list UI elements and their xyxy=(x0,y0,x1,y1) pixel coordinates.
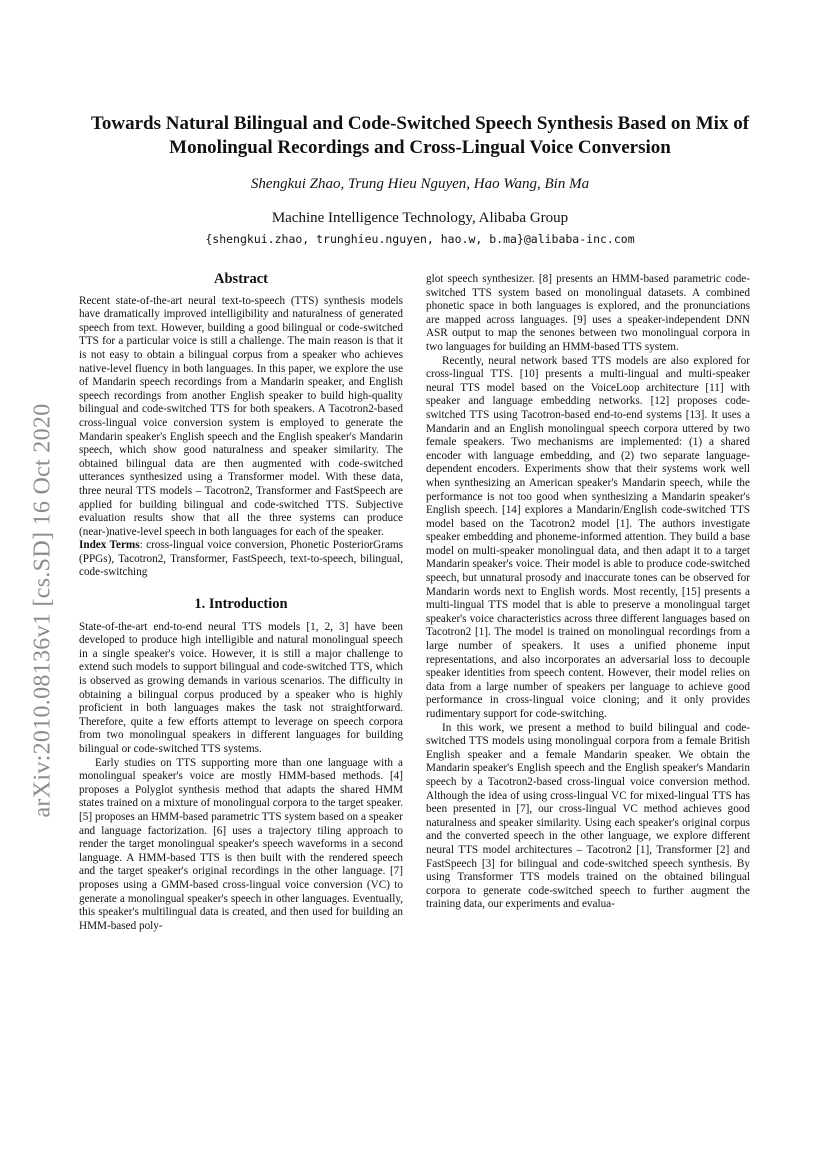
intro-paragraph-4: In this work, we present a method to build bilingual and code-switched TTS models using monolingual corpora from a female British English speaker and a female Mandarin speaker. We obtain the Mandarin speaker's English speech and the English speaker's Mandarin speech by a Tacotron2-based cross-lingual voice conversion method. Although the idea of using cross-lingual VC for mixed-lingual TTS has been presented in [7], our cross-lingual VC method achieves good naturalness and speaker similarity. Using each speaker's original corpus and the converted speech in the other language, we explore different neural TTS model architectures – Tacotron2 [1], Transformer [2] and FastSpeech [3] for bilingual and code-switched speech synthesis. By using Transformer TTS models trained on the obtained bilingual corpora to generate code-switched speech to further augment the training data, our experiments and evalua- xyxy=(426,721,750,911)
index-terms-text: : cross-lingual voice conversion, Phonetic PosteriorGrams (PPGs), Tacotron2, Transformer, FastSpeech, text-to-speech, bilingual, code-switching xyxy=(79,539,403,579)
arxiv-stamp xyxy=(23,360,63,860)
index-terms-label: Index Terms xyxy=(79,539,140,552)
author-emails: {shengkui.zhao, trunghieu.nguyen, hao.w, b.ma}@alibaba-inc.com xyxy=(205,232,635,246)
affiliation: Machine Intelligence Technology, Alibaba Group xyxy=(271,210,569,226)
abstract-text: Recent state-of-the-art neural text-to-speech (TTS) synthesis models have dramatically improved intelligibility and naturalness of generated speech from text. However, building a good bilingual or code-switched TTS for a particular voice is still a challenge. The main reason is that it is not easy to obtain a bilingual corpus from a speaker who achieves native-level fluency in both languages. In this paper, we explore the use of Mandarin speech recordings from a Mandarin speaker, and English speech recordings from another English speaker to build high-quality bilingual and code-switched TTS for both speakers. A Tacotron2-based cross-lingual voice conversion system is employed to generate the Mandarin speaker's English speech and the English speaker's Mandarin speech, which show good naturalness and speaker similarity. The obtained bilingual data are then augmented with code-switched utterances synthesized using a Transformer model. With these data, three neural TTS models – Tacotron2, Transformer and FastSpeech are applied for building bilingual and code-switched TTS. Subjective evaluation results show that all the three systems can produce (near-)native-level speech in both languages for each of the speaker. xyxy=(79,294,403,538)
abstract-heading: Abstract xyxy=(214,271,268,287)
intro-paragraph-3: Recently, neural network based TTS models are also explored for cross-lingual TTS. [10] presents a multi-lingual and multi-speaker neural TTS model based on the VoiceLoop architecture [11] with speaker and language embedding networks. [12] proposes code-switched TTS using Tacotron-based end-to-end systems [13]. It uses a Mandarin and an English monolingual speech corpora uttered by two female speakers. Two mechanisms are implemented: (1) a shared encoder with language embedding, and (2) two separate language-dependent encoders. Experiments show that their systems work well when synthesizing an American speaker's Mandarin speech, while the performance is not too good when synthesizing a Mandarin speaker's English speech. [14] explores a Mandarin/English code-switched TTS model based on the Tacotron2 model [1]. The authors investigate speaker embedding and phoneme-informed attention. They build a base model on multi-speaker monolingual data, and then adapt it to a target Mandarin speaker's voice. Their model is able to produce code-switched speech, but unnatural prosody and inaccurate tones can be observed for Mandarin words next to English words. Most recently, [15] presents a multi-lingual TTS model that is able to preserve a monolingual target speaker's voice characteristics across three different languages based on Tacotron2 [1]. The model is trained on monolingual recordings from a large number of speakers. It uses a unified phoneme input representations, and also incorporates an adversarial loss to decouple speaker identities from speech content. However, their model relies on data from a large number of speakers per language to achieve good performance in cross-lingual voice cloning; and it only provides rudimentary support for code-switching. xyxy=(426,354,750,720)
paper-title: Towards Natural Bilingual and Code-Switched Speech Synthesis Based on Mix of Monolingual Recordings and Cross-Lingual Voice Conversion xyxy=(90,113,750,158)
intro-paragraph-2-continued: glot speech synthesizer. [8] presents an HMM-based parametric code-switched TTS system based on monolingual datasets. A combined phonetic space in both languages is explored, and the pronunciations are mapped across languages. [9] uses a speaker-independent DNN ASR output to map the senones between two monolingual corpora in two languages for building an HMM-based TTS system. xyxy=(426,273,750,353)
arxiv-stamp-text: arXiv:2010.08136v1 [cs.SD] 16 Oct 2020 xyxy=(29,402,56,818)
right-column xyxy=(426,273,750,912)
intro-paragraph-1: State-of-the-art end-to-end neural TTS models [1, 2, 3] have been developed to produce high intelligible and natural monolingual speech in a single speaker's voice. However, it is still a major challenge to extend such models to support bilingual and code-switched TTS, which is observed as growing demands in various scenarios. The difficulty in obtaining a bilingual corpus produced by a speaker who is highly proficient in both languages makes the task not straightforward. Therefore, quite a few efforts attempt to leverage on speech corpora from two monolingual speakers in different languages for building bilingual or code-switched TTS systems. xyxy=(79,620,403,755)
index-terms xyxy=(79,539,403,580)
left-column xyxy=(79,270,403,933)
author-list: Shengkui Zhao, Trung Hieu Nguyen, Hao Wang, Bin Ma xyxy=(250,176,590,192)
introduction-heading: 1. Introduction xyxy=(194,596,288,613)
intro-paragraph-2: Early studies on TTS supporting more than one language with a monolingual speaker's voice are mostly HMM-based methods. [4] proposes a Polyglot synthesis method that adapts the shared HMM states trained on a mixture of monolingual corpora to the target speaker. [5] proposes an HMM-based parametric TTS system based on a speaker and language factorization. [6] uses a trajectory tiling approach to render the target monolingual speaker's speech waveforms in a second language. A HMM-based TTS is then built with the rendered speech and the target speaker's original recordings in the other language. [7] proposes using a GMM-based cross-lingual voice conversion (VC) to generate a monolingual speaker's speech in other languages. Eventually, this speaker's multilingual data is created, and then used for building an HMM-based poly- xyxy=(79,756,403,932)
